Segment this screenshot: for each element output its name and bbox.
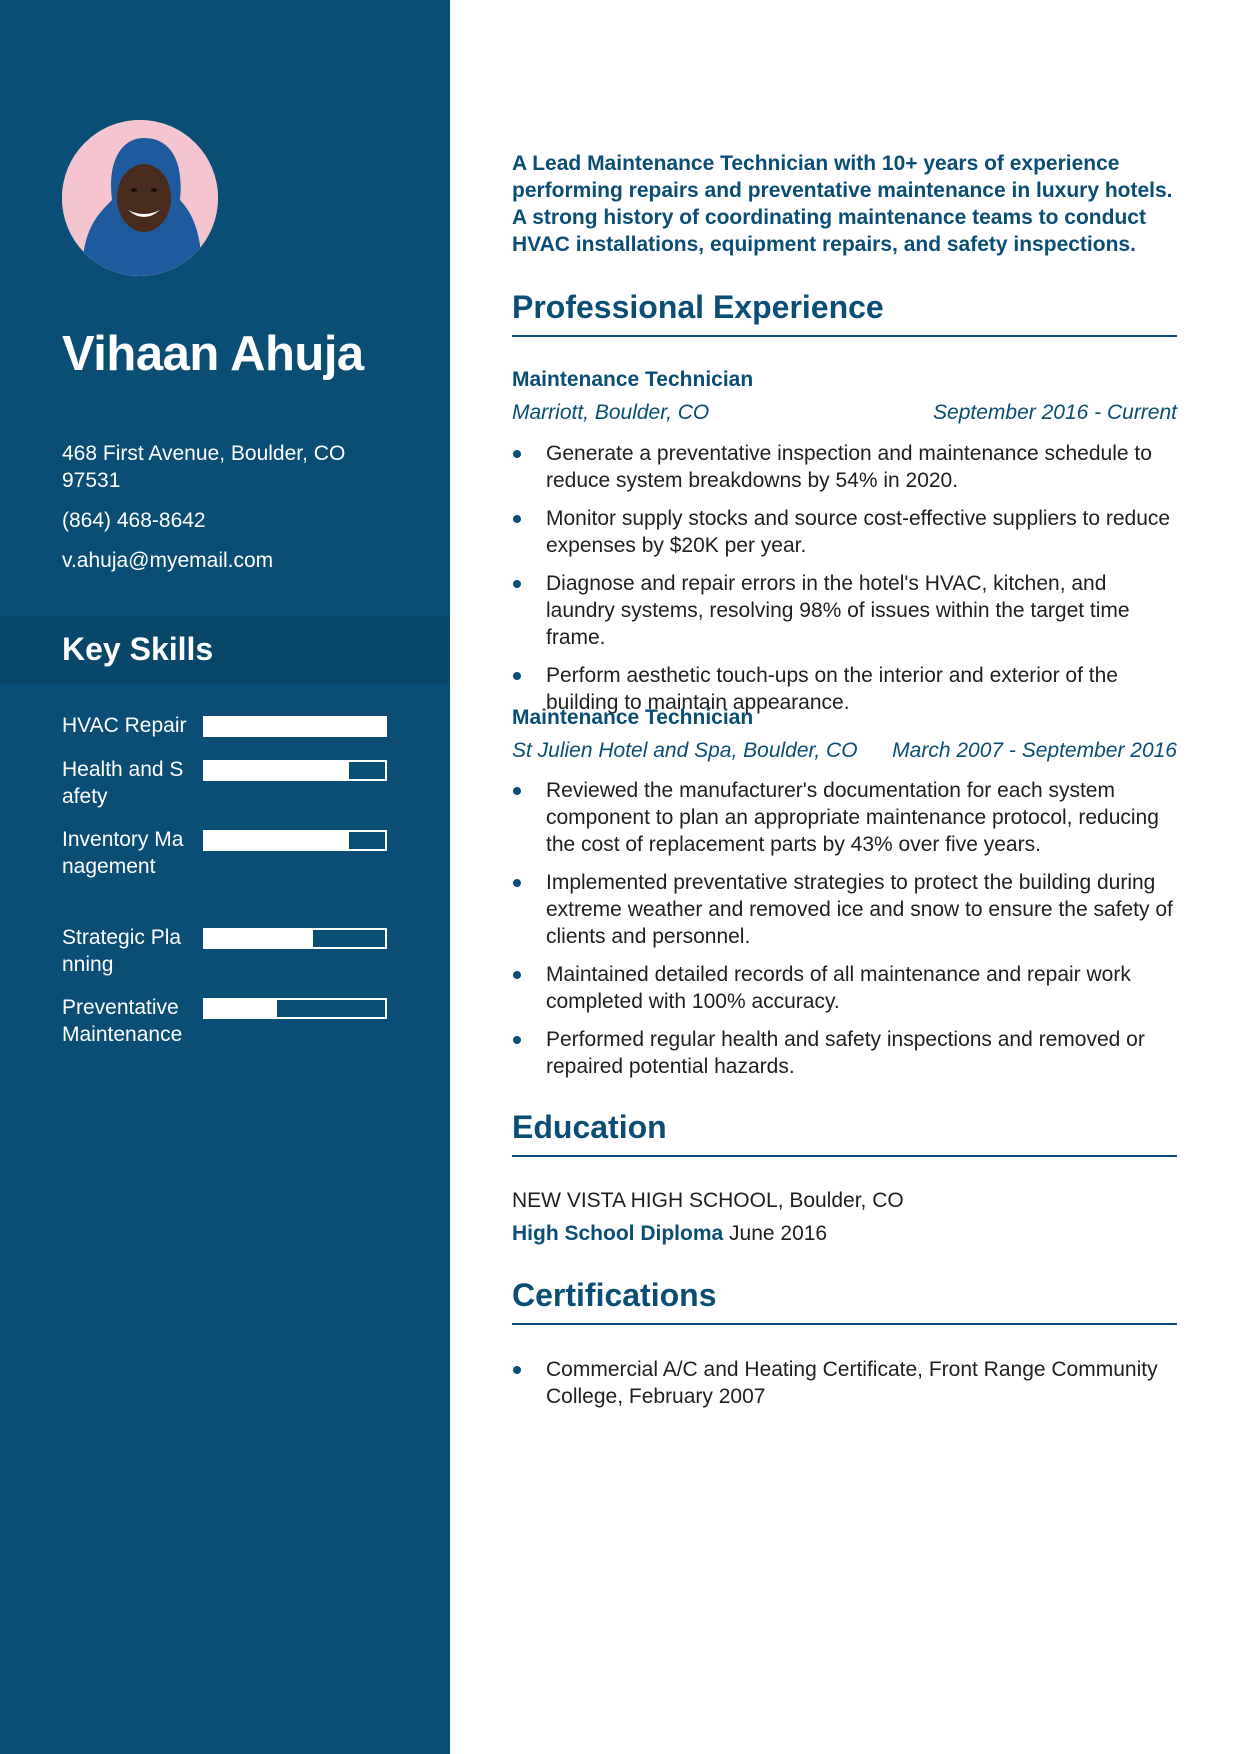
- skill-item: [62, 994, 392, 1048]
- education-section-title: Education: [512, 1110, 1177, 1157]
- list-item: Reviewed the manufacturer's documentation for each system component to plan an appropriate maintenance protocol, reducing the cost of replacement parts by 43% over five years.: [512, 777, 1177, 858]
- skill-item: [62, 924, 392, 978]
- job-title: Maintenance Technician: [512, 706, 754, 729]
- education-degree-line: [512, 1222, 827, 1246]
- email: v.ahuja@myemail.com: [62, 549, 274, 572]
- skill-level-fill: [205, 1000, 277, 1017]
- skill-level-bar: [203, 716, 387, 737]
- skill-label: Inventory Management: [62, 828, 184, 878]
- list-item: Generate a preventative inspection and maintenance schedule to reduce system breakdowns by 54% in 2020.: [512, 440, 1177, 494]
- job-bullets: [512, 777, 1177, 1091]
- skill-level-bar: [203, 998, 387, 1019]
- job-title: Maintenance Technician: [512, 368, 754, 391]
- job-company: St Julien Hotel and Spa, Boulder, CO: [512, 739, 858, 762]
- list-item: Perform aesthetic touch-ups on the interior and exterior of the building to maintain appearance.: [512, 662, 1177, 716]
- contact-info: [62, 440, 382, 587]
- skill-label: Preventative Maintenance: [62, 996, 183, 1046]
- skill-item: [62, 756, 392, 810]
- skill-level-bar: [203, 830, 387, 851]
- certifications-list: [512, 1356, 1177, 1421]
- certifications-section-title: Certifications: [512, 1278, 1177, 1325]
- list-item: Diagnose and repair errors in the hotel's HVAC, kitchen, and laundry systems, resolving 98% of issues within the target time frame.: [512, 570, 1177, 651]
- skill-level-fill: [205, 832, 349, 849]
- list-item: Commercial A/C and Heating Certificate, Front Range Community College, February 2007: [512, 1356, 1177, 1410]
- job-dates: March 2007 - September 2016: [892, 739, 1177, 762]
- skill-item: [62, 712, 392, 739]
- address: 468 First Avenue, Boulder, CO 97531: [62, 442, 346, 492]
- education-school: NEW VISTA HIGH SCHOOL, Boulder, CO: [512, 1189, 904, 1212]
- professional-summary: A Lead Maintenance Technician with 10+ years of experience performing repairs and preventative maintenance in luxury hotels. A strong history of coordinating maintenance teams to conduct HVAC installations, equipment repairs, and safety inspections.: [512, 152, 1173, 256]
- phone: (864) 468-8642: [62, 509, 206, 532]
- education-date: June 2016: [729, 1222, 828, 1245]
- candidate-name: Vihaan Ahuja: [62, 327, 364, 381]
- job-dates: September 2016 - Current: [933, 401, 1177, 424]
- skill-item: [62, 826, 392, 880]
- job-meta: [512, 401, 1177, 425]
- skill-level-fill: [205, 762, 349, 779]
- experience-section-title: Professional Experience: [512, 290, 1177, 337]
- profile-photo: [62, 120, 218, 276]
- job-company: Marriott, Boulder, CO: [512, 401, 710, 424]
- job-bullets: [512, 440, 1177, 727]
- skills-title: Key Skills: [62, 631, 214, 667]
- skill-label: Health and Safety: [62, 758, 184, 808]
- avatar-icon: [62, 120, 218, 276]
- job-meta: [512, 739, 1177, 763]
- skill-level-fill: [205, 718, 385, 735]
- list-item: Implemented preventative strategies to protect the building during extreme weather and removed ice and snow to ensure the safety of clients and personnel.: [512, 869, 1177, 950]
- list-item: Monitor supply stocks and source cost-effective suppliers to reduce expenses by $20K per year.: [512, 505, 1177, 559]
- list-item: Performed regular health and safety inspections and removed or repaired potential hazards.: [512, 1026, 1177, 1080]
- education-degree: High School Diploma: [512, 1222, 724, 1245]
- sidebar: [0, 0, 450, 1754]
- skill-label: HVAC Repair: [62, 714, 187, 737]
- skill-level-fill: [205, 930, 313, 947]
- list-item: Maintained detailed records of all maintenance and repair work completed with 100% accuracy.: [512, 961, 1177, 1015]
- skill-level-bar: [203, 760, 387, 781]
- skill-label: Strategic Planning: [62, 926, 182, 976]
- skill-level-bar: [203, 928, 387, 949]
